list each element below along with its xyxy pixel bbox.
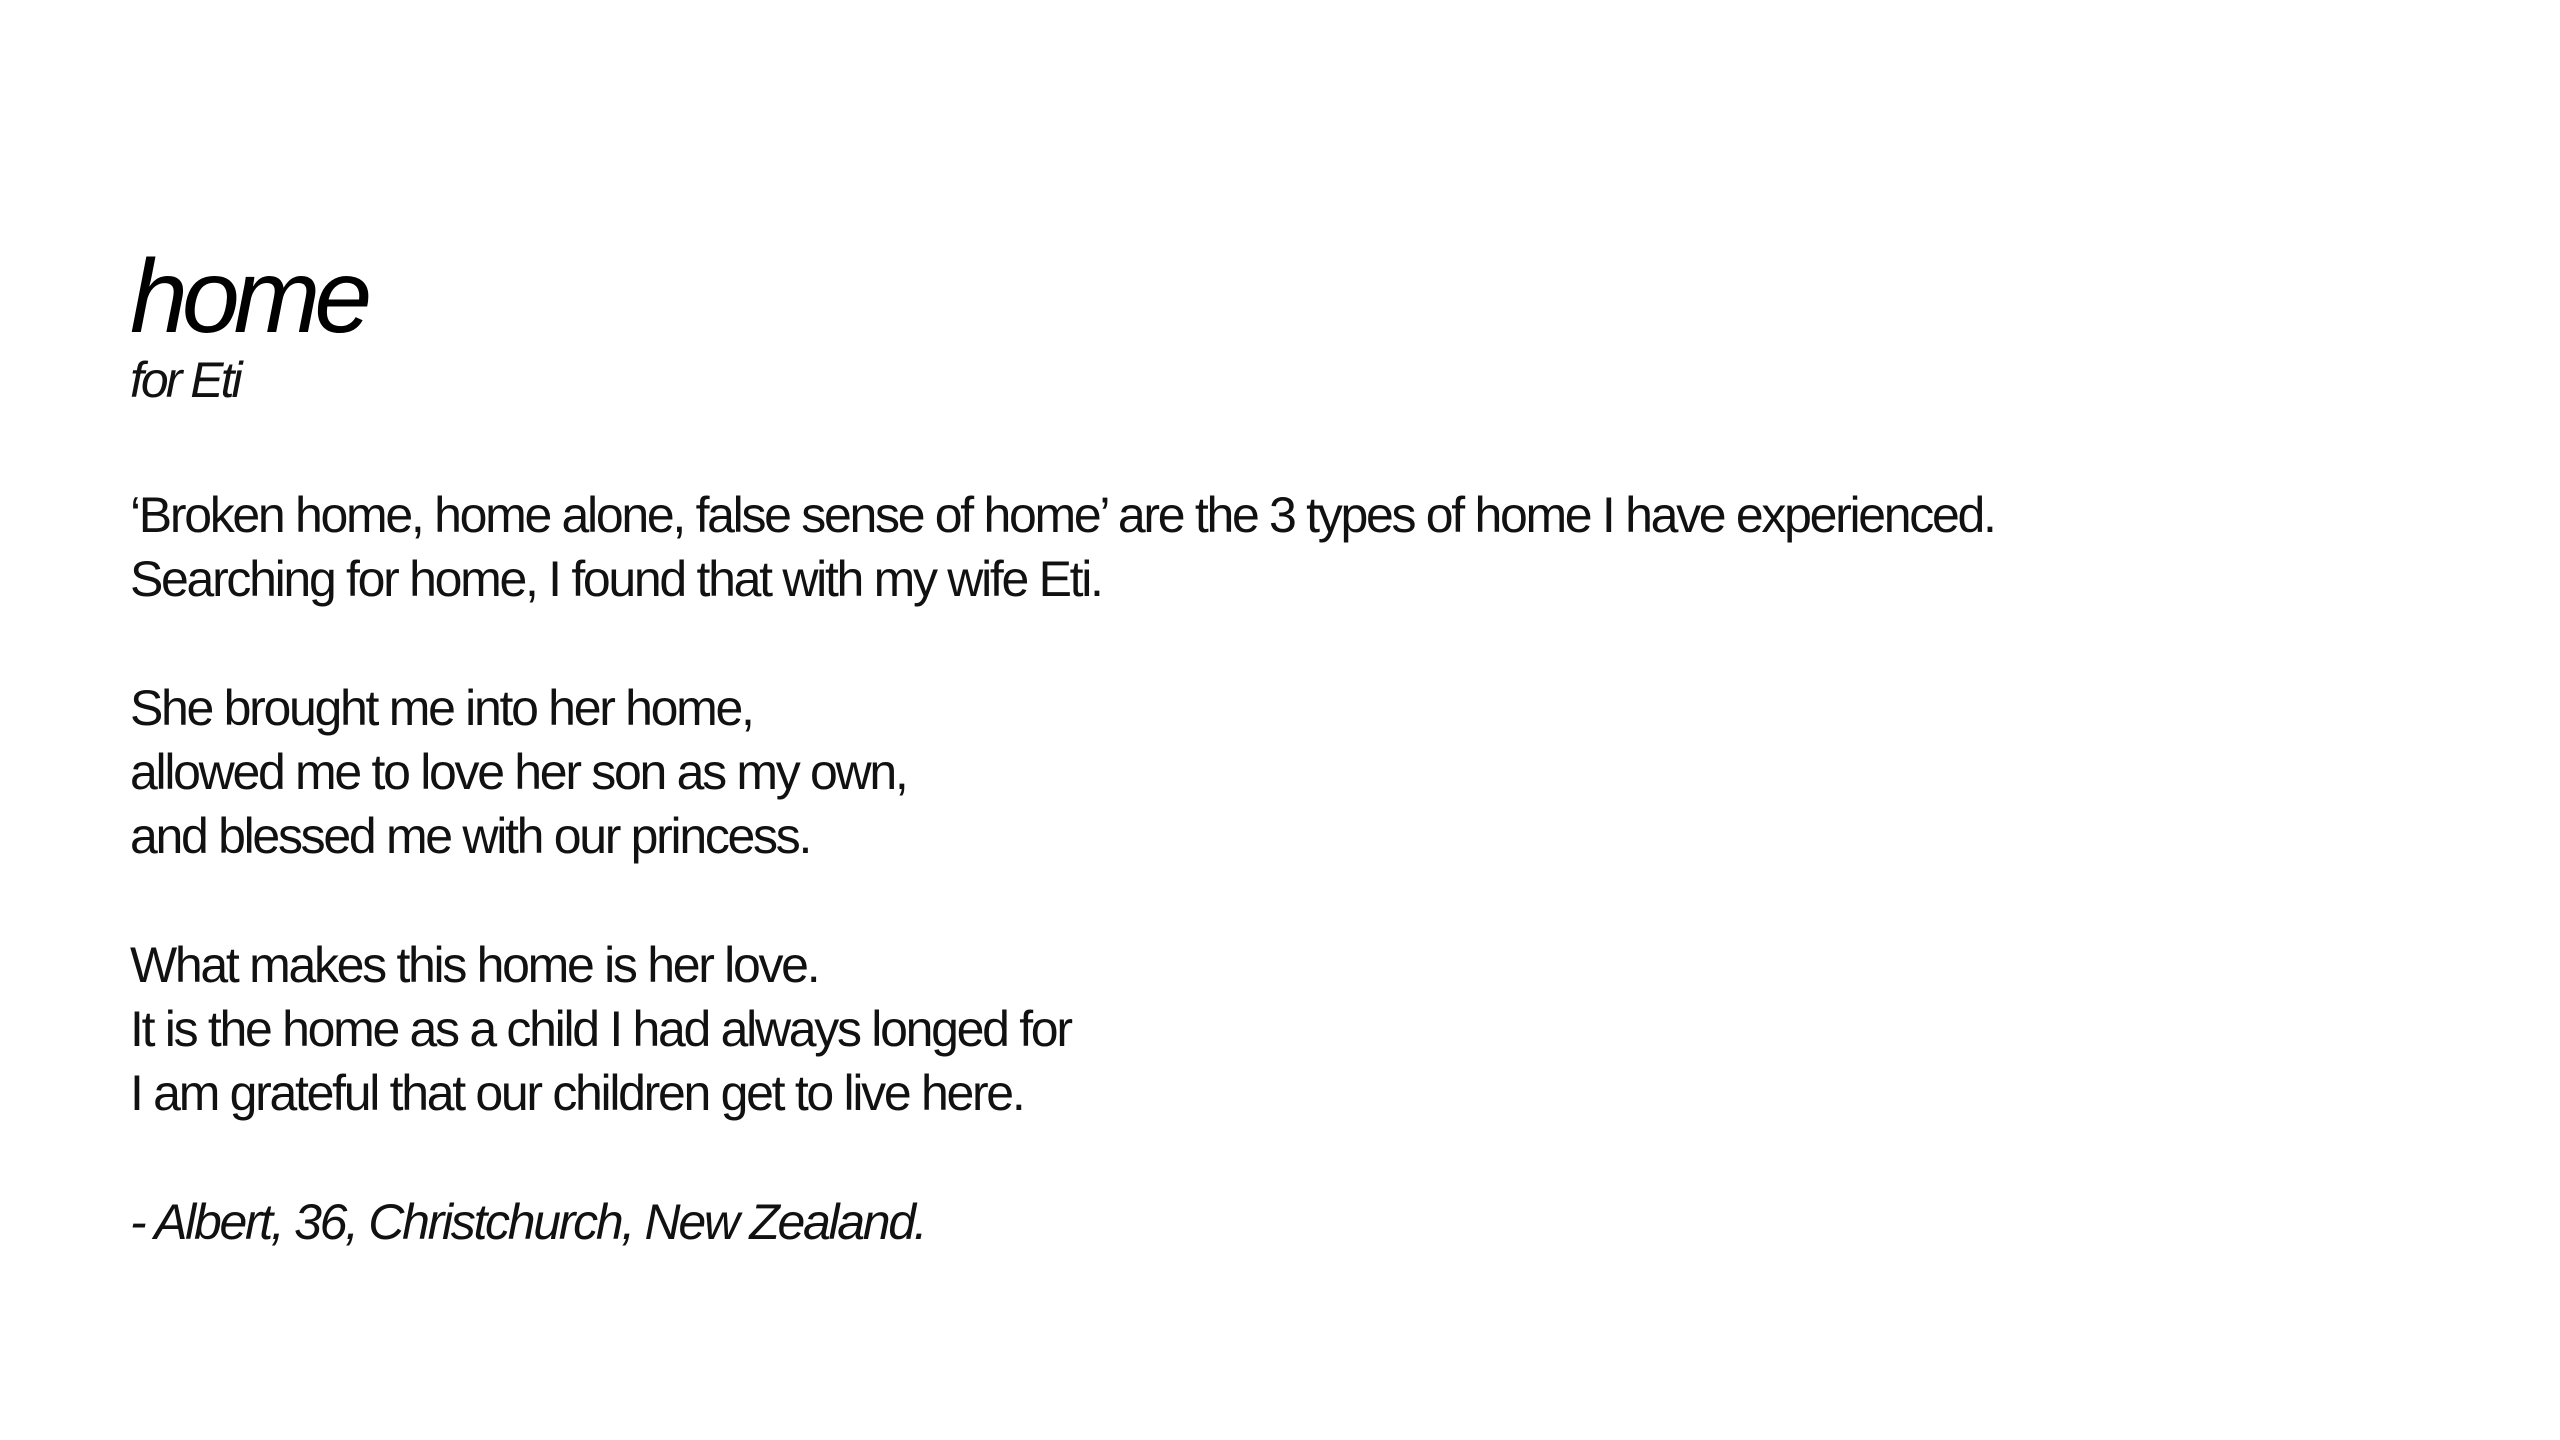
intro-line: Searching for home, I found that with my wife Eti. — [130, 551, 1102, 607]
stanza-one — [130, 676, 2430, 868]
poem-dedication: for Eti — [130, 352, 240, 408]
stanza-line: allowed me to love her son as my own, — [130, 744, 907, 800]
intro-line: ‘Broken home, home alone, false sense of home’ are the 3 types of home I have experienced. — [130, 487, 1995, 543]
poem-page — [130, 239, 2430, 1254]
stanza-line: What makes this home is her love. — [130, 937, 819, 993]
stanza-line: and blessed me with our princess. — [130, 808, 811, 864]
stanza-line: She brought me into her home, — [130, 680, 753, 736]
stanza-two — [130, 933, 2430, 1125]
stanza-line: It is the home as a child I had always longed for — [130, 1001, 1071, 1057]
stanza-line: I am grateful that our children get to live here. — [130, 1065, 1024, 1121]
poem-title: home — [130, 239, 367, 355]
attribution — [130, 1190, 2430, 1254]
attribution-line: - Albert, 36, Christchurch, New Zealand. — [130, 1194, 926, 1250]
intro-paragraph — [130, 483, 2430, 611]
